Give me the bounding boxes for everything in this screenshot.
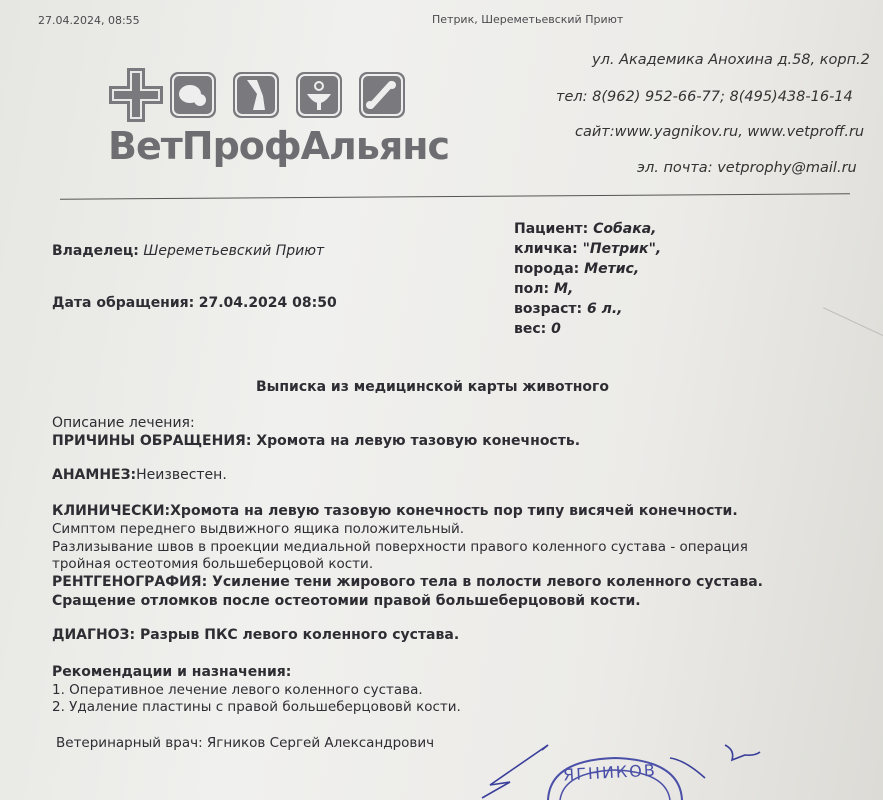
patient-name-label: кличка: xyxy=(514,241,578,257)
diagnosis-text: Разрыв ПКС левого коленного сустава. xyxy=(139,627,460,643)
patient-sex-label: пол: xyxy=(514,281,550,297)
patient-age-label: возраст: xyxy=(514,301,583,317)
patient-sex: М, xyxy=(554,281,574,297)
bone-icon xyxy=(359,72,405,118)
owner-line xyxy=(52,243,324,259)
patient-sex-line xyxy=(514,281,573,297)
anamnesis-label: АНАМНЕЗ: xyxy=(52,467,137,483)
patient-weight-line xyxy=(514,321,561,337)
visit-date-label: Дата обращения: xyxy=(52,295,195,311)
visit-date-value: 27.04.2024 08:50 xyxy=(198,295,337,311)
clinical-text: Хромота на левую тазовую конечность пор типу висячей конечности. xyxy=(170,503,738,519)
reasons-text: Хромота на левую тазовую конечность. xyxy=(256,433,581,449)
paper-fold xyxy=(823,307,883,337)
diagnosis-line xyxy=(52,627,459,643)
patient-name: "Петрик", xyxy=(582,241,662,257)
reasons-line xyxy=(52,433,580,449)
visit-date-line xyxy=(52,295,337,311)
clinical-text-4: тройная остеотомия большеберцовой кости. xyxy=(52,556,374,572)
patient-age-line xyxy=(514,301,622,317)
treatment-heading: Описание лечения: xyxy=(52,415,195,431)
xray-text-2: Сращение отломков после остеотомии правой большеберцововй кости. xyxy=(52,593,641,609)
print-datetime: 27.04.2024, 08:55 xyxy=(38,14,140,27)
leg-icon xyxy=(233,72,279,118)
recommendation-item: 2. Удаление пластины с правой большеберцововй кости. xyxy=(52,699,461,715)
doctor-label: Ветеринарный врач: xyxy=(56,735,203,751)
cat-dog-icon xyxy=(170,72,216,118)
clinic-address: ул. Академика Анохина д.58, корп.2 xyxy=(592,52,870,68)
clinic-name: ВетПрофАльянс xyxy=(108,124,450,168)
anamnesis-text: Неизвестен. xyxy=(136,467,227,483)
print-title: Петрик, Шереметьевский Приют xyxy=(432,13,624,26)
recommendation-item: 1. Оперативное лечение левого коленного сустава. xyxy=(52,682,423,698)
doctor-name: Ягников Сергей Александрович xyxy=(206,735,435,751)
patient-breed-label: порода: xyxy=(514,261,580,277)
anamnesis-line xyxy=(52,467,227,483)
patient-weight: 0 xyxy=(551,321,561,337)
bowl-icon xyxy=(296,72,342,118)
patient-breed-line xyxy=(514,261,639,277)
patient-species-label: Пациент: xyxy=(514,221,589,237)
clinical-text-2: Симптом переднего выдвижного ящика положительный. xyxy=(52,521,465,537)
recommendations-heading: Рекомендации и назначения: xyxy=(52,664,292,680)
diagnosis-label: ДИАГНОЗ: xyxy=(52,627,136,643)
patient-age: 6 л., xyxy=(586,301,623,317)
xray-label: РЕНТГЕНОГРАФИЯ: xyxy=(52,574,208,590)
reasons-label: ПРИЧИНЫ ОБРАЩЕНИЯ: xyxy=(52,433,252,449)
xray-line xyxy=(52,574,763,590)
clinical-text-3: Разлизывание швов в проекции медиальной поверхности правого коленного сустава - операция xyxy=(52,539,748,555)
patient-weight-label: вес: xyxy=(514,321,547,337)
owner-label: Владелец: xyxy=(52,243,139,259)
document-title: Выписка из медицинской карты животного xyxy=(256,379,609,395)
doctor-line xyxy=(56,735,434,751)
xray-text: Усиление тени жирового тела в полости левого коленного сустава. xyxy=(212,574,763,590)
clinical-label: КЛИНИЧЕСКИ: xyxy=(52,503,171,519)
clinic-site: сайт:www.yagnikov.ru, www.vetproff.ru xyxy=(575,124,865,140)
clinic-phone: тел: 8(962) 952-66-77; 8(495)438-16-14 xyxy=(556,89,853,105)
patient-species: Собака, xyxy=(593,221,657,237)
clinical-line xyxy=(52,503,738,519)
owner-value: Шереметьевский Приют xyxy=(143,243,325,259)
header-divider xyxy=(60,193,850,200)
doctor-stamp-text: ЯГНИКОВ xyxy=(562,760,658,785)
medical-cross-icon xyxy=(107,66,165,124)
patient-name-line xyxy=(514,241,661,257)
patient-breed: Метис, xyxy=(584,261,640,277)
clinic-email: эл. почта: vetprophy@mail.ru xyxy=(637,160,857,176)
patient-species-line xyxy=(514,221,657,237)
